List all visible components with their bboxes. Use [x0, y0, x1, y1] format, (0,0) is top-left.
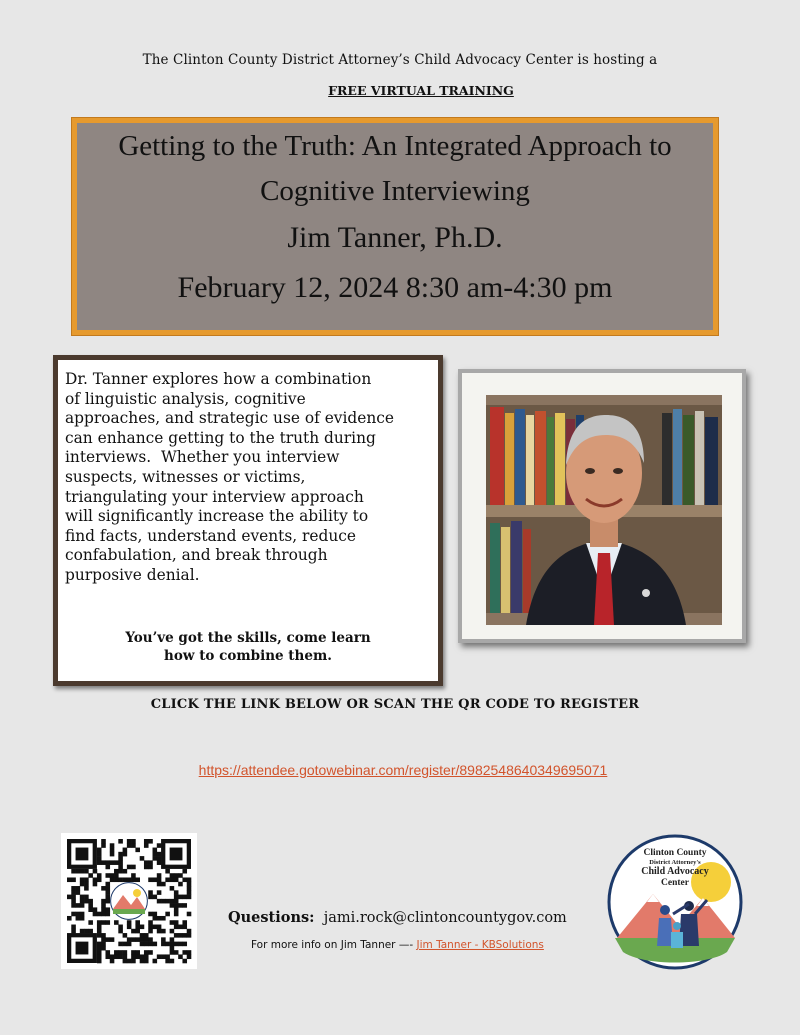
- presenter-photo-image: [486, 395, 722, 625]
- description-line: interviews. Whether you interview: [65, 448, 340, 467]
- description-box: [53, 355, 443, 686]
- register-instructions: CLICK THE LINK BELOW OR SCAN THE QR CODE TO REGISTER: [150, 697, 640, 712]
- more-info-line: [251, 939, 544, 951]
- contact-email[interactable]: jami.rock@clintoncountygov.com: [323, 910, 567, 926]
- description-text: [65, 370, 445, 586]
- description-line: approaches, and strategic use of evidence: [65, 409, 395, 428]
- logo-line-1: Clinton County: [643, 848, 707, 858]
- tagline-line-1: You’ve got the skills, come learn: [125, 630, 371, 646]
- description-line: confabulation, and break through: [65, 546, 328, 565]
- description-line: purposive denial.: [65, 565, 200, 584]
- title-box: [72, 118, 718, 335]
- free-training-label: FREE VIRTUAL TRAINING: [328, 83, 514, 98]
- training-title-line-1: Getting to the Truth: An Integrated Approach to: [118, 130, 672, 162]
- presenter-photo-frame: [458, 369, 746, 643]
- description-line: of linguistic analysis, cognitive: [65, 389, 306, 408]
- description-line: triangulating your interview approach: [65, 487, 364, 506]
- tagline: [58, 629, 438, 665]
- logo-line-2: District Attorney's: [649, 859, 701, 866]
- questions-label: Questions:: [228, 909, 315, 926]
- training-title-line-2: Cognitive Interviewing: [260, 175, 530, 207]
- kbsolutions-link[interactable]: Jim Tanner - KBSolutions: [416, 939, 544, 951]
- intro-text: The Clinton County District Attorney’s Child Advocacy Center is hosting a: [142, 52, 658, 68]
- description-line: will significantly increase the ability to: [65, 507, 369, 526]
- description-line: can enhance getting to the truth during: [65, 428, 376, 447]
- description-line: find facts, understand events, reduce: [65, 526, 356, 545]
- qr-code-icon[interactable]: [61, 833, 197, 969]
- qr-code-graphic: [61, 833, 197, 969]
- child-advocacy-logo-icon: [607, 834, 743, 970]
- presenter-name: Jim Tanner, Ph.D.: [287, 221, 503, 254]
- logo-line-3: Child Advocacy: [641, 866, 709, 877]
- description-line: suspects, witnesses or victims,: [65, 467, 306, 486]
- logo-line-4: Center: [661, 878, 689, 888]
- registration-link[interactable]: https://attendee.gotowebinar.com/register/8982548640349695071: [198, 762, 608, 778]
- training-date-time: February 12, 2024 8:30 am-4:30 pm: [177, 271, 613, 304]
- description-line: Dr. Tanner explores how a combination: [65, 370, 372, 388]
- tagline-line-2: how to combine them.: [164, 648, 332, 664]
- questions-line: [228, 909, 567, 926]
- more-info-prefix: For more info on Jim Tanner —-: [251, 939, 414, 951]
- presenter-photo: [486, 395, 722, 625]
